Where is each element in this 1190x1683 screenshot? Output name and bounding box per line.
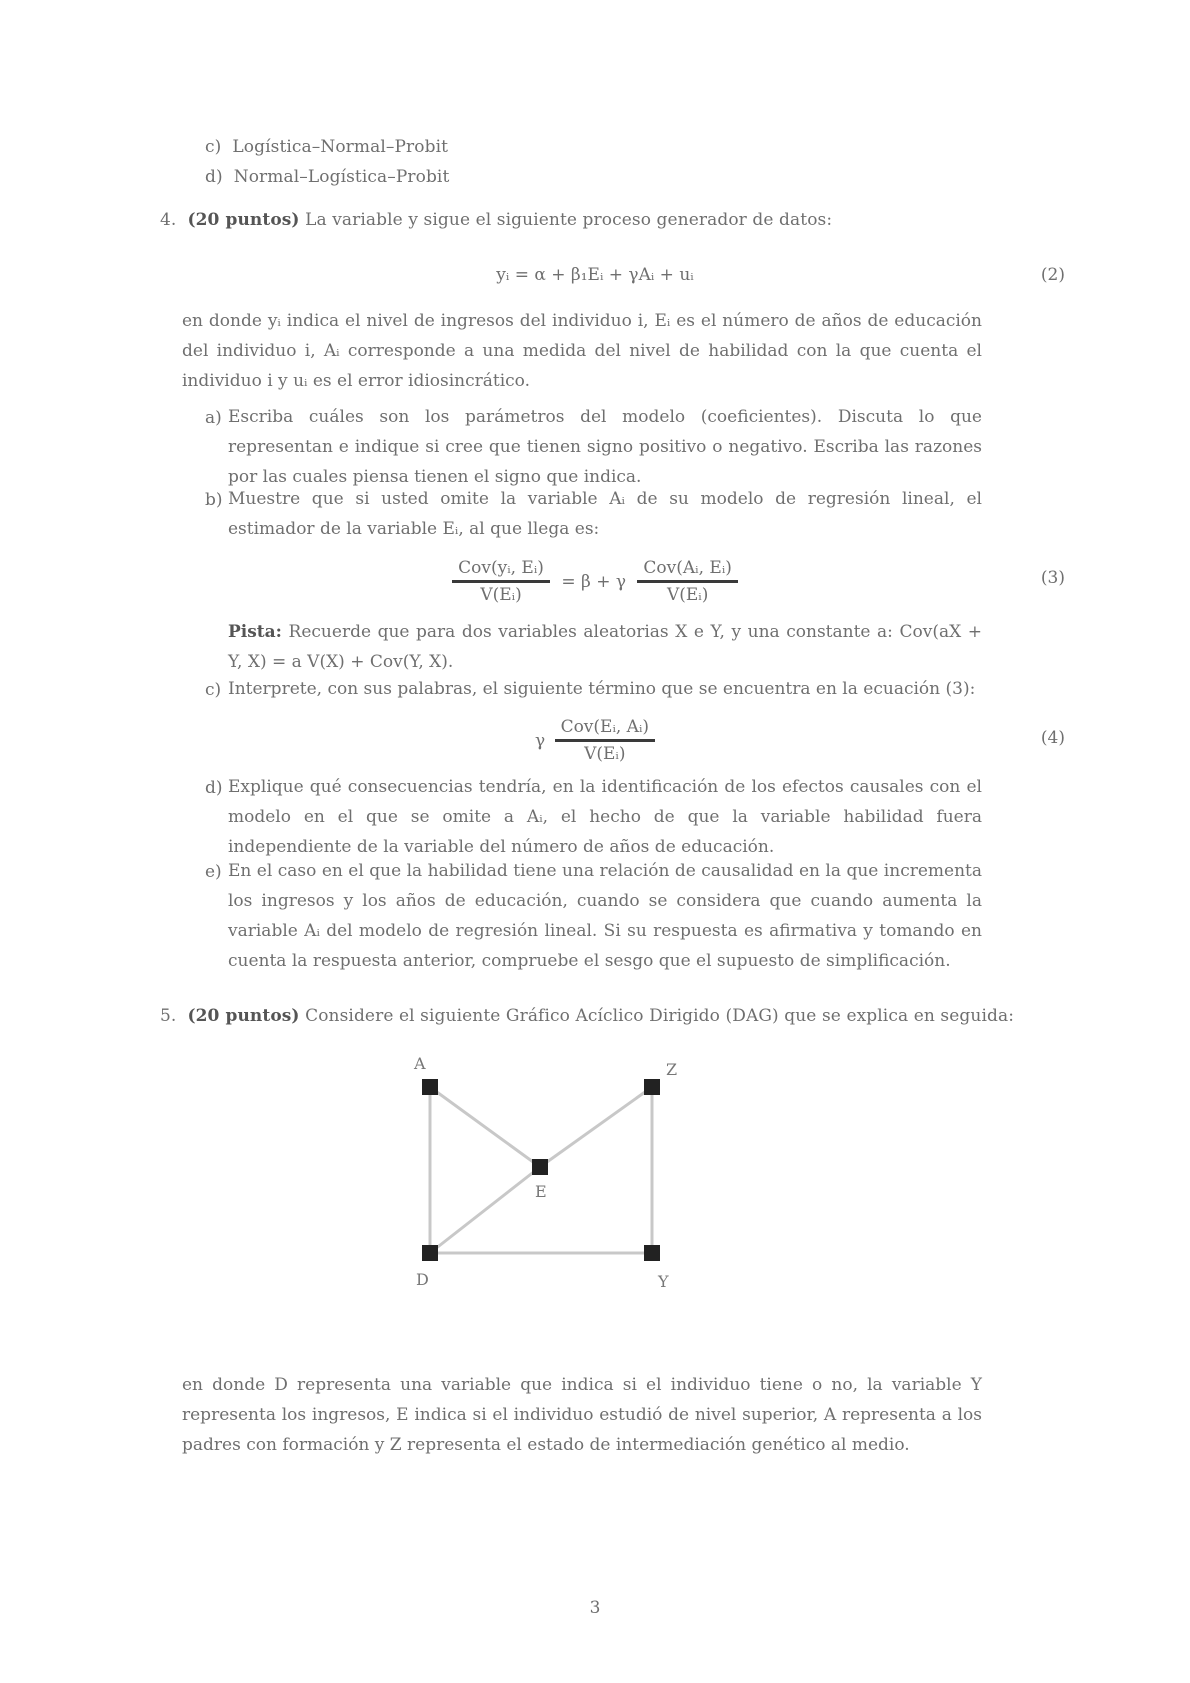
part-c-text: Interprete, con sus palabras, el siguiente término que se encuentra en la ecuación (3): bbox=[228, 679, 976, 699]
equation-2: yᵢ = α + β₁Eᵢ + γAᵢ + uᵢ bbox=[496, 265, 694, 285]
equation-3-number: (3) bbox=[1040, 568, 1065, 588]
node-y bbox=[644, 1245, 660, 1261]
part-c-label: c) bbox=[205, 680, 222, 700]
question-4-description: en donde yᵢ indica el nivel de ingresos del individuo i, Eᵢ es el número de años de educación del individuo i, Aᵢ corresponde a una medida del nivel de habilidad con la que cuenta el individuo i y uᵢ es el error idiosincrático. bbox=[182, 311, 982, 391]
node-label-d: D bbox=[416, 1270, 429, 1289]
node-label-a: A bbox=[414, 1054, 426, 1073]
equation-2-number: (2) bbox=[1040, 265, 1065, 285]
page-number: 3 bbox=[589, 1598, 601, 1618]
node-label-y: Y bbox=[658, 1272, 669, 1291]
hint: Pista: Recuerde que para dos variables aleatorias X e Y, y una constante a: Cov(aX + Y, X) = a V(X) + Cov(Y, X). bbox=[228, 622, 982, 672]
eq4-fraction: $\frac{\text{Cov(Eᵢ, Aᵢ)}}{\text{V(Eᵢ)}}$ bbox=[555, 717, 655, 764]
equation-4-number: (4) bbox=[1040, 728, 1065, 748]
node-label-e: E bbox=[535, 1182, 547, 1201]
part-d-label: d) bbox=[205, 778, 223, 798]
edge-e-d bbox=[430, 1167, 540, 1253]
node-a bbox=[422, 1079, 438, 1095]
equation-4: γ $\frac{\text{Cov(Eᵢ, Aᵢ)}}{\text{V(Eᵢ)}}$ bbox=[0, 717, 1190, 764]
option-c: c) Logística–Normal–Probit bbox=[205, 137, 449, 157]
dag-diagram bbox=[400, 1045, 700, 1295]
eq3-fraction-b: $\frac{\text{Cov(Aᵢ, Eᵢ)}}{\text{V(Eᵢ)}}$ bbox=[637, 558, 737, 605]
question-4-header: 4. (20 puntos) La variable y sigue el siguiente proceso generador de datos: bbox=[160, 210, 833, 230]
part-d-text: Explique qué consecuencias tendría, en la identificación de los efectos causales con el modelo en el que se omite a Aᵢ, el hecho de que la variable habilidad fuera independiente de la variable del número de años de educación. bbox=[228, 777, 982, 857]
part-e-label: e) bbox=[205, 862, 222, 882]
node-e bbox=[532, 1159, 548, 1175]
question-5-header: 5. (20 puntos) Considere el siguiente Gráfico Acíclico Dirigido (DAG) que se explica en seguida: bbox=[160, 1006, 1015, 1026]
node-label-z: Z bbox=[666, 1060, 678, 1079]
part-e-text: En el caso en el que la habilidad tiene una relación de causalidad en la que incrementa los ingresos y los años de educación, cuando se considera que cuando aumenta la variable Aᵢ del modelo de regresión lineal. Si su respuesta es afirmativa y tomando en cuenta la respuesta anterior, compruebe el sesgo que el supuesto de simplificación. bbox=[228, 861, 982, 971]
edge-z-e bbox=[540, 1087, 652, 1167]
node-z bbox=[644, 1079, 660, 1095]
question-5-outro: en donde D representa una variable que indica si el individuo tiene o no, la variable Y representa los ingresos, E indica si el individuo estudió de nivel superior, A representa a los padres con formación y Z representa el estado de intermediación genético al medio. bbox=[182, 1375, 982, 1455]
part-b-label: b) bbox=[205, 490, 223, 510]
part-a-label: a) bbox=[205, 408, 222, 428]
edge-a-e bbox=[430, 1087, 540, 1167]
equation-3: $\frac{\text{Cov(yᵢ, Eᵢ)}}{\text{V(Eᵢ)}}$ = β + γ $\frac{\text{Cov(Aᵢ, Eᵢ)}}{\text{V(Eᵢ)}}$ bbox=[0, 558, 1190, 605]
part-a-text: Escriba cuáles son los parámetros del modelo (coeficientes). Discuta lo que representan e indique si cree que tienen signo positivo o negativo. Escriba las razones por las cuales piensa tienen el signo que indica. bbox=[228, 407, 982, 487]
part-b-text: Muestre que si usted omite la variable Aᵢ de su modelo de regresión lineal, el estimador de la variable Eᵢ, al que llega es: bbox=[228, 489, 982, 539]
node-d bbox=[422, 1245, 438, 1261]
eq3-fraction-a: $\frac{\text{Cov(yᵢ, Eᵢ)}}{\text{V(Eᵢ)}}$ bbox=[452, 558, 550, 605]
option-d: d) Normal–Logística–Probit bbox=[205, 167, 450, 187]
